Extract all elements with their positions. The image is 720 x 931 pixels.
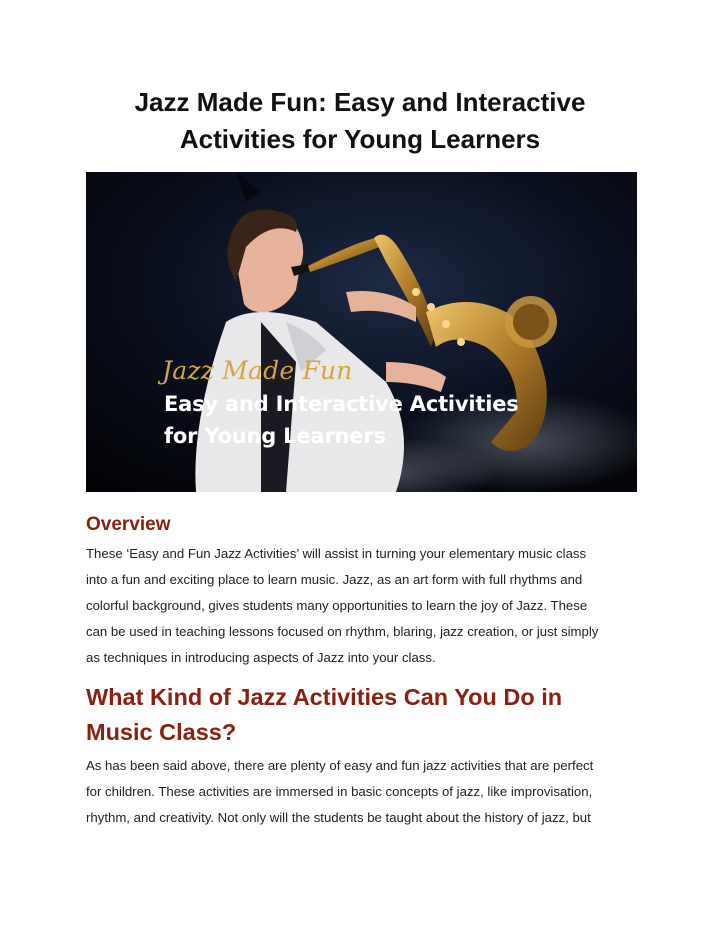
paragraph-line: rhythm, and creativity. Not only will the students be taught about the history of jazz, but (86, 810, 591, 825)
hero-image (86, 172, 637, 492)
paragraph-line: can be used in teaching lessons focused on rhythm, blaring, jazz creation, or just simply (86, 624, 599, 639)
paragraph-line: As has been said above, there are plenty of easy and fun jazz activities that are perfect (86, 758, 594, 773)
hero-subtitle-line-2: for Young Learners (164, 424, 386, 448)
page-title (60, 84, 660, 158)
paragraph-line: These ‘Easy and Fun Jazz Activities’ will assist in turning your elementary music class (86, 546, 587, 561)
overview-heading: Overview (86, 514, 171, 535)
section-heading-line-2: Music Class? (86, 719, 237, 745)
paragraph-line: colorful background, gives students many opportunities to learn the joy of Jazz. These (86, 598, 588, 613)
paragraph-line: as techniques in introducing aspects of Jazz into your class. (86, 650, 436, 665)
section-heading-line-1: What Kind of Jazz Activities Can You Do in (86, 684, 563, 710)
hero-script-title: Jazz Made Fun (162, 356, 353, 385)
hero-subtitle-line-1: Easy and Interactive Activities (164, 392, 519, 416)
overview-paragraph (86, 541, 646, 671)
paragraph-line: for children. These activities are immersed in basic concepts of jazz, like improvisation, (86, 784, 593, 799)
section-paragraph (86, 753, 646, 831)
title-line-2: Activities for Young Learners (179, 124, 541, 154)
section-heading (86, 680, 646, 750)
title-line-1: Jazz Made Fun: Easy and Interactive (134, 87, 586, 117)
paragraph-line: into a fun and exciting place to learn music. Jazz, as an art form with full rhythms and (86, 572, 583, 587)
